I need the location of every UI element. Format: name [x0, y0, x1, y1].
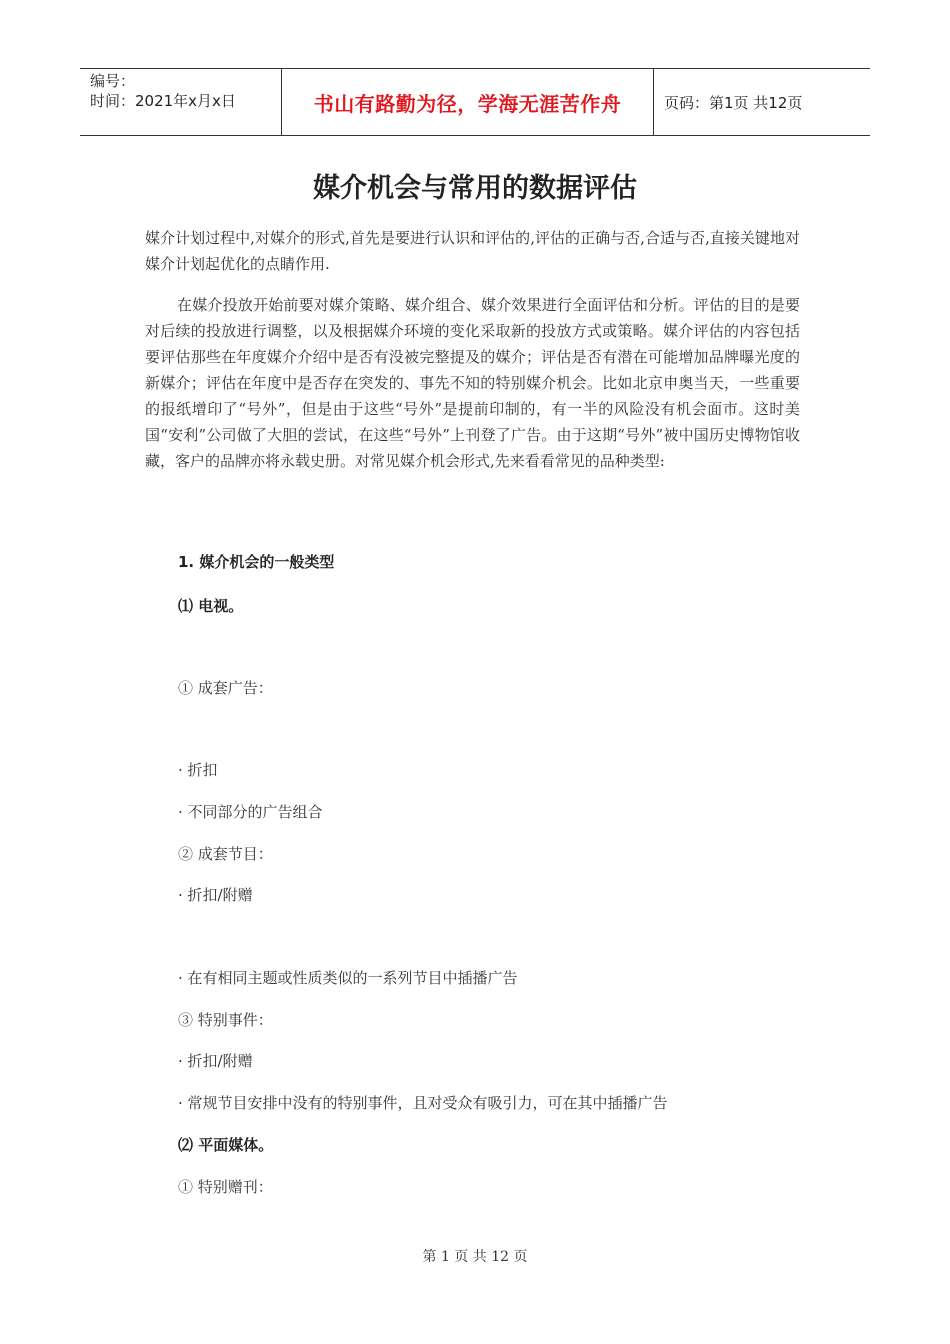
body-paragraph: 在媒介投放开始前要对媒介策略、媒介组合、媒介效果进行全面评估和分析。评估的目的是要对后续的投放进行调整，以及根据媒介环境的变化采取新的投放方式或策略。媒介评估的内容包括要评估那些在年度媒介介绍中是否有没被完整提及的媒介；评估是否有潜在可能增加品牌曝光度的新媒介；评估在年度中是否存在突发的、事先不知的特别媒介机会。比如北京申奥当天，一些重要的报纸增印了“号外”，但是由于这些“号外”是提前印制的，有一半的风险没有机会面市。这时美国“安利”公司做了大胆的尝试，在这些“号外”上刊登了广告。由于这期“号外”被中国历史博物馆收藏，客户的品牌亦将永载史册。对常见媒介机会形式,先来看看常见的品种类型: — [145, 296, 800, 470]
page-footer: 第 1 页 共 12 页 — [422, 1249, 528, 1265]
number-label: 编号： — [90, 72, 136, 90]
list-item: ② 成套节目： — [178, 845, 273, 863]
list-item: ③ 特别事件： — [178, 1011, 273, 1029]
document-title: 媒介机会与常用的数据评估 — [313, 173, 637, 204]
list-item: · 常规节目安排中没有的特别事件，且对受众有吸引力，可在其中插播广告 — [178, 1094, 668, 1112]
section-heading: 1. 媒介机会的一般类型 — [178, 553, 335, 571]
list-item: ① 成套广告： — [178, 679, 273, 697]
list-item: ① 特别赠刊： — [178, 1178, 273, 1196]
page-info: 页码：第1页 共12页 — [664, 93, 803, 112]
header-table — [80, 68, 870, 136]
header-page-cell — [654, 69, 870, 135]
subsection-heading-print: ⑵ 平面媒体。 — [178, 1136, 274, 1154]
motto-text: 书山有路勤为径，学海无涯苦作舟 — [313, 91, 622, 116]
list-item: · 在有相同主题或性质类似的一系列节目中插播广告 — [178, 969, 518, 987]
list-item: · 折扣/附赠 — [178, 1052, 253, 1070]
list-item: · 折扣 — [178, 761, 218, 779]
intro-paragraph: 媒介计划过程中,对媒介的形式,首先是要进行认识和评估的,评估的正确与否,合适与否,直接关键地对媒介计划起优化的点睛作用. — [145, 229, 800, 273]
list-item: · 不同部分的广告组合 — [178, 803, 323, 821]
time-label: 时间：2021年x月x日 — [90, 92, 236, 110]
header-meta-cell — [80, 69, 282, 135]
subsection-heading-tv: ⑴ 电视。 — [178, 597, 244, 615]
header-motto-cell — [282, 69, 654, 135]
list-item: · 折扣/附赠 — [178, 886, 253, 904]
